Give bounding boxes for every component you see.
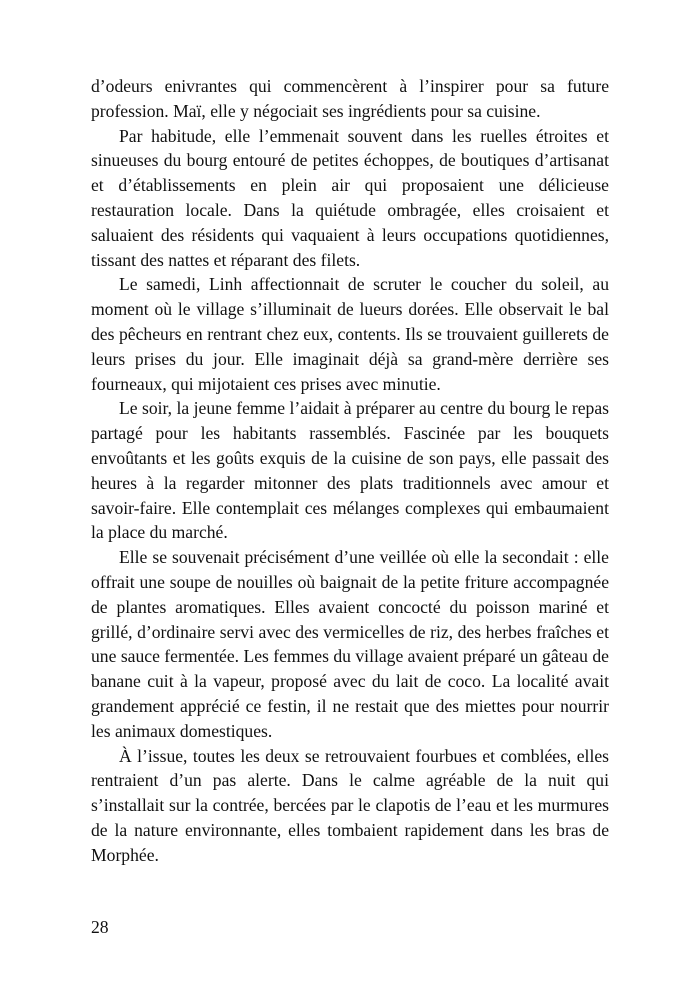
- paragraph-issue: À l’issue, toutes les deux se retrouvaient fourbues et comblées, elles rentraient d’un pas alerte. Dans le calme agréable de la nuit qui s’installait sur la contrée, bercées par le clapotis de l’eau et les murmures de la nature environnante, elles tombaient rapidement dans les bras de Morphée.: [91, 745, 609, 865]
- page-body: [91, 74, 609, 868]
- page-number: 28: [91, 917, 109, 937]
- paragraph-veillee: Elle se souvenait précisément d’une veillée où elle la secondait : elle offrait une soupe de nouilles où baignait de la petite friture accompagnée de plantes aromatiques. Elles avaient concocté du poisson mariné et grillé, d’ordinaire servi avec des vermicelles de riz, des herbes fraîches et une sauce fermentée. Les femmes du village avaient préparé un gâteau de banane cuit à la vapeur, proposé avec du lait de coco. La localité avait grandement apprécié ce festin, il ne restait que des miettes pour nourrir les animaux domestiques.: [91, 547, 609, 741]
- paragraph-ruelles: Par habitude, elle l’emmenait souvent dans les ruelles étroites et sinueuses du bourg entouré de petites échoppes, de boutiques d’artisanat et d’établissements en plein air qui proposaient une délicieuse restauration locale. Dans la quiétude ombragée, elles croisaient et saluaient des résidents qui vaquaient à leurs occupations quotidiennes, tissant des nattes et réparant des filets.: [91, 125, 609, 270]
- paragraph-soir: Le soir, la jeune femme l’aidait à préparer au centre du bourg le repas partagé pour les habitants rassemblés. Fascinée par les bouquets envoûtants et les goûts exquis de la cuisine de son pays, elle passait des heures à la regarder mitonner des plats traditionnels avec amour et savoir-faire. Elle contemplait ces mélanges complexes qui embaumaient la place du marché.: [91, 398, 609, 543]
- paragraph-continuation: d’odeurs enivrantes qui commencèrent à l’inspirer pour sa future profession. Maï, elle y négociait ses ingrédients pour sa cuisine.: [91, 76, 609, 121]
- paragraph-samedi: Le samedi, Linh affectionnait de scruter le coucher du soleil, au moment où le village s’illuminait de lueurs dorées. Elle observait le bal des pêcheurs en rentrant chez eux, contents. Ils se trouvaient guillerets de leurs prises du jour. Elle imaginait déjà sa grand-mère derrière ses fourneaux, qui mijotaient ces prises avec minutie.: [91, 274, 609, 394]
